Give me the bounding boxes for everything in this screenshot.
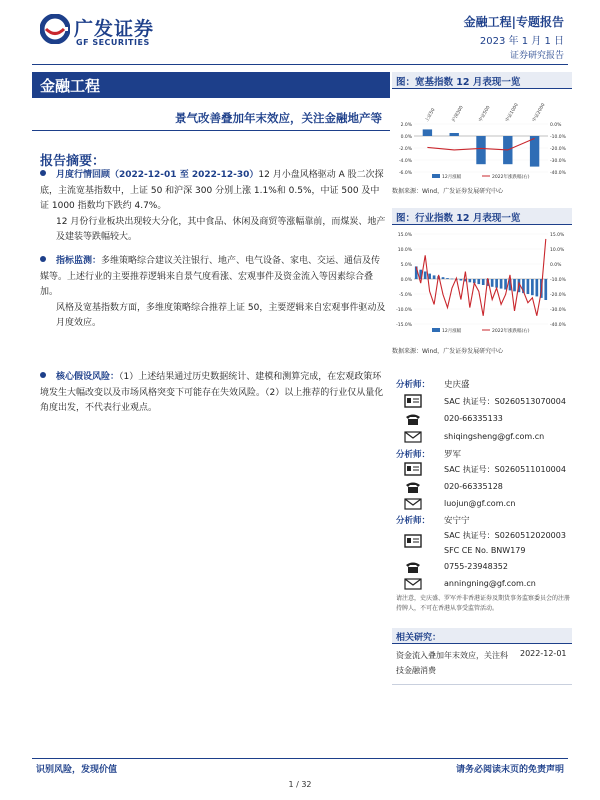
analyst-disclaimer: 请注意，史庆盛、罗军并非香港证券及期货事务监察委员会的注册持牌人，不可在香港从事受监管活动。 — [396, 595, 571, 612]
analyst-phone: 020-66335133 — [444, 414, 503, 423]
phone-icon — [404, 480, 422, 494]
analyst-name: 安宁宁 — [444, 516, 470, 526]
analyst-cert: SAC 执证号：S0260512020003 — [444, 531, 566, 540]
x-tick-label: 中证1000 — [505, 102, 520, 123]
bar — [442, 277, 445, 279]
figure2-source: 数据来源：Wind，广发证券发展研究中心 — [392, 348, 504, 355]
summary-heading: 报告摘要： — [40, 154, 106, 169]
summary-text: （1）上述结果通过历史数据统计、建模和测算完成，在宏观政策环境发生大幅改变以及市场风格突变下可能存在失效风险。（2）以上推荐的行业仅从量化角度出发，不代表行业观点。 — [40, 372, 384, 413]
related-item-date: 2022-12-01 — [520, 649, 567, 658]
y-tick-label: -6.0% — [398, 171, 412, 176]
y2-tick-label: -10.0% — [550, 278, 566, 283]
y-tick-label: -5.0% — [398, 293, 412, 298]
related-divider — [392, 684, 572, 685]
analyst-email[interactable]: luojun@gf.com.cn — [444, 499, 516, 508]
chart-broad-index — [392, 92, 572, 182]
y-tick-label: 0.0% — [400, 278, 412, 283]
summary-item-market-review — [40, 168, 386, 246]
y-tick-label: 2.0% — [400, 123, 412, 128]
y2-tick-label: -30.0% — [550, 308, 566, 313]
y-tick-label: 15.0% — [397, 233, 412, 238]
header-divider — [32, 64, 568, 65]
phone-icon — [404, 560, 422, 574]
bullet-icon — [40, 170, 46, 176]
bar — [476, 136, 485, 164]
bar — [527, 279, 530, 294]
analyst-phone: 020-66335128 — [444, 482, 503, 491]
y2-tick-label: 0.0% — [550, 263, 562, 268]
logo-text-en: GF SECURITIES — [76, 38, 150, 47]
bar — [428, 274, 431, 279]
analyst-name: 罗军 — [444, 450, 462, 460]
analyst-label: 分析师： — [396, 380, 431, 390]
y2-tick-label: -40.0% — [550, 323, 566, 328]
logo-text-cn: 广发证券 — [74, 18, 155, 40]
analyst-label: 分析师： — [396, 450, 431, 460]
y2-tick-label: -30.0% — [550, 159, 566, 164]
analyst-cert: SAC 执证号：S0260513070004 — [444, 397, 566, 406]
analyst-email[interactable]: shiqingsheng@gf.com.cn — [444, 432, 545, 441]
bar — [530, 136, 539, 167]
analyst-cert-sfc: SFC CE No. BNW179 — [444, 546, 526, 555]
bar — [468, 279, 471, 282]
email-icon — [404, 577, 422, 591]
footer-slogan: 识别风险，发现价值 — [36, 765, 118, 775]
figure1-source: 数据来源：Wind，广发证券发展研究中心 — [392, 188, 504, 195]
bullet-icon — [40, 256, 46, 262]
summary-extra: 12 月份行业板块出现较大分化，其中食品、休闲及商贸等涨幅靠前，而煤炭、地产及建装等跌幅较大。 — [56, 216, 386, 242]
section-title: 金融工程 — [40, 77, 101, 95]
figure1-title: 图：宽基指数 12 月表现一览 — [392, 72, 572, 89]
bar — [531, 279, 534, 295]
y2-tick-label: -10.0% — [550, 135, 566, 140]
summary-item-indicator — [40, 254, 386, 332]
bar — [423, 129, 432, 136]
y-tick-label: -2.0% — [398, 147, 412, 152]
bar — [446, 278, 449, 279]
summary-item-risk — [40, 370, 386, 417]
bar — [500, 279, 503, 289]
bar — [477, 279, 480, 284]
bar — [482, 279, 485, 285]
page-number: 1 / 32 — [288, 780, 312, 789]
legend-swatch-bar — [432, 328, 440, 332]
email-icon — [404, 430, 422, 444]
summary-label: 指标监测： — [56, 256, 102, 266]
id-card-icon — [404, 394, 422, 408]
related-heading: 相关研究： — [392, 628, 572, 644]
y2-tick-label: 10.0% — [550, 248, 565, 253]
summary-label: 月度行情回顾（2022-12-01 至 2022-12-30） — [56, 170, 259, 180]
bar — [544, 279, 547, 300]
figure2-title: 图：行业指数 12 月表现一览 — [392, 208, 572, 225]
x-tick-label: 中证500 — [478, 105, 492, 123]
report-subtitle: 景气改善叠加年末效应，关注金融地产等 — [175, 111, 382, 125]
chart-industry-index — [392, 228, 572, 336]
legend-label: 12月涨幅 — [442, 329, 462, 334]
id-card-icon — [404, 534, 422, 548]
footer-disclaimer: 请务必阅读末页的免责声明 — [455, 765, 564, 775]
y2-tick-label: 0.0% — [550, 123, 562, 128]
email-icon — [404, 497, 422, 511]
y-tick-label: 10.0% — [397, 248, 412, 253]
gf-logo-icon — [40, 14, 70, 44]
y-tick-label: -15.0% — [396, 323, 412, 328]
analyst-cert: SAC 执证号：S0260511010004 — [444, 465, 566, 474]
summary-text: 12 月小盘风格驱动 A 股二次探底，主流宽基指数中，上证 50 和沪深 300 分别上涨 1.1%和 0.5%，中证 500 及中证 1000 指数均下跌约 4.7%。 — [40, 170, 384, 211]
bar — [491, 279, 494, 287]
bar — [451, 279, 454, 280]
bar — [424, 272, 427, 280]
bar — [535, 279, 538, 296]
analyst-phone: 0755-23948352 — [444, 562, 508, 571]
summary-extra: 风格及宽基指数方面，多维度策略综合推荐上证 50，主要逻辑来自宏观事件驱动及月度效应。 — [56, 302, 386, 328]
bar — [433, 275, 436, 279]
y-tick-label: -4.0% — [398, 159, 412, 164]
bar — [504, 279, 507, 290]
y2-tick-label: 15.0% — [550, 233, 565, 238]
id-card-icon — [404, 462, 422, 476]
report-category: 金融工程|专题报告 — [463, 15, 564, 29]
x-tick-label: 中证2000 — [532, 102, 547, 123]
phone-icon — [404, 412, 422, 426]
report-type: 证券研究报告 — [509, 51, 564, 61]
summary-text: 多维策略综合建议关注银行、地产、电气设备、家电、交运、通信及传媒等。上述行业的主要推荐逻辑来自景气度看涨、宏观事件及资金流入等因素综合叠加。 — [40, 256, 381, 297]
y2-tick-label: -20.0% — [550, 293, 566, 298]
bullet-icon — [40, 372, 46, 378]
y-tick-label: 5.0% — [400, 263, 412, 268]
footer-divider — [32, 758, 568, 759]
summary-label: 核心假设风险： — [56, 372, 120, 382]
x-tick-label: 上证50 — [424, 107, 437, 123]
related-item-title[interactable]: 资金流入叠加年末效应，关注科技金融消费 — [396, 651, 508, 675]
analyst-email[interactable]: anningning@gf.com.cn — [444, 579, 536, 588]
bar — [513, 279, 516, 291]
y-tick-label: -10.0% — [396, 308, 412, 313]
y-tick-label: 0.0% — [400, 135, 412, 140]
bar — [460, 279, 463, 281]
legend-label: 2022年涨跌幅(右) — [492, 175, 530, 180]
legend-label: 12月涨幅 — [442, 175, 462, 180]
report-date: 2023 年 1 月 1 日 — [479, 36, 564, 47]
analyst-name: 史庆盛 — [444, 380, 470, 390]
analyst-label: 分析师： — [396, 516, 431, 526]
bar — [450, 133, 459, 136]
subtitle-divider — [32, 130, 390, 131]
y2-tick-label: -20.0% — [550, 147, 566, 152]
legend-swatch-bar — [432, 174, 440, 178]
legend-label: 2022年涨跌幅(右) — [492, 329, 530, 334]
series-line — [416, 239, 546, 316]
x-tick-label: 沪深300 — [451, 105, 465, 123]
y2-tick-label: -40.0% — [550, 171, 566, 176]
